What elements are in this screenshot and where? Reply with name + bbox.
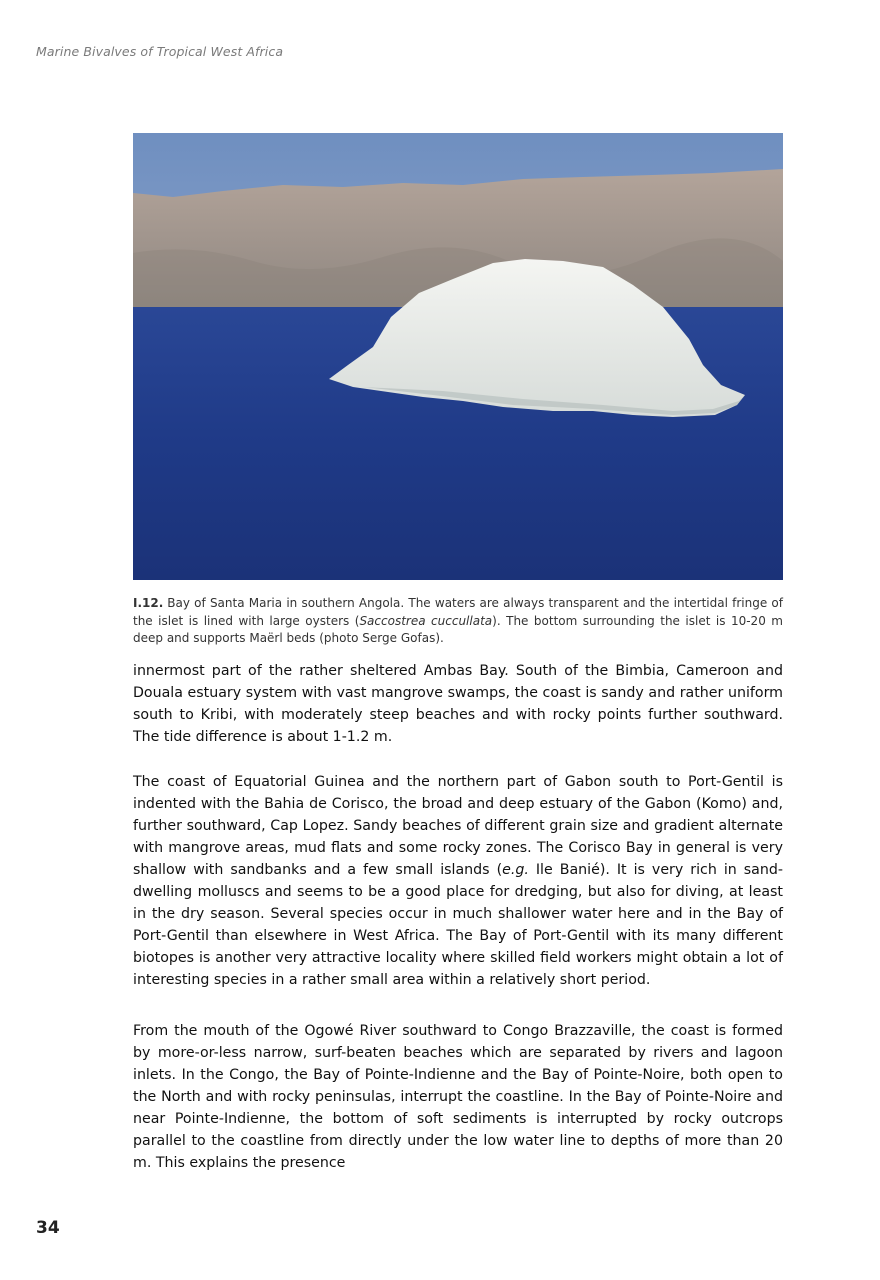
paragraph-3: From the mouth of the Ogowé River southward to Congo Brazzaville, the coast is formed by more-or-less narrow, surf-beaten beaches which are separated by rivers and lagoon inlets. In the Congo, the Bay of Pointe-Indienne and the Bay of Pointe-Noire, both open to the North and with rocky peninsulas, interrupt the coastline. In the Bay of Pointe-Noire and near Pointe-Indienne, the bottom of soft sediments is interrupted by rocky outcrops parallel to the coastline from directly under the low water line to depths of more than 20 m. This explains the presence — [133, 1023, 783, 1171]
paragraph-2-abbrev: e.g. — [502, 862, 529, 878]
figure-number: I.12. — [133, 596, 164, 610]
figure-caption — [133, 595, 783, 648]
caption-text-end: ). The bottom surrounding the islet is 10-20 m deep and supports Maërl beds (photo Serge Gofas). — [133, 613, 783, 645]
paragraph-1: innermost part of the rather sheltered Ambas Bay. South of the Bimbia, Cameroon and Douala estuary system with vast mangrove swamps, the coast is sandy and rather uniform south to Kribi, with moderately steep beaches and with rocky points further southward. The tide difference is about 1-1.2 m. — [133, 663, 783, 745]
paragraph-2-end: Ile Banié). It is very rich in sand-dwelling molluscs and seems to be a good place for dredging, but also for diving, at least in the dry season. Several species occur in much shallower water here and in the Bay of Port-Gentil than elsewhere in West Africa. The Bay of Port-Gentil with its many different biotopes is another very attractive locality where skilled field workers might obtain a lot of interesting species in a rather small area within a relatively short period. — [133, 862, 783, 988]
running-title: Marine Bivalves of Tropical West Africa — [36, 44, 284, 59]
figure-photo — [133, 133, 783, 580]
caption-species-name: Saccostrea cuccullata — [359, 613, 493, 628]
paragraph-2-start: The coast of Equatorial Guinea and the northern part of Gabon south to Port-Gentil is indented with the Bahia de Corisco, the broad and deep estuary of the Gabon (Komo) and, further southward, Cap Lopez. Sandy beaches of different grain size and gradient alternate with mangrove areas, mud flats and some rocky zones. The Corisco Bay in general is very shallow with sandbanks and a few small islands ( — [133, 774, 783, 878]
caption-text-start: Bay of Santa Maria in southern Angola. The waters are always transparent and the intertidal fringe of the islet is lined with large oysters ( — [133, 596, 783, 628]
paragraph-2 — [133, 771, 783, 991]
page-number: 34 — [36, 1218, 60, 1238]
islet-photo — [133, 133, 783, 580]
